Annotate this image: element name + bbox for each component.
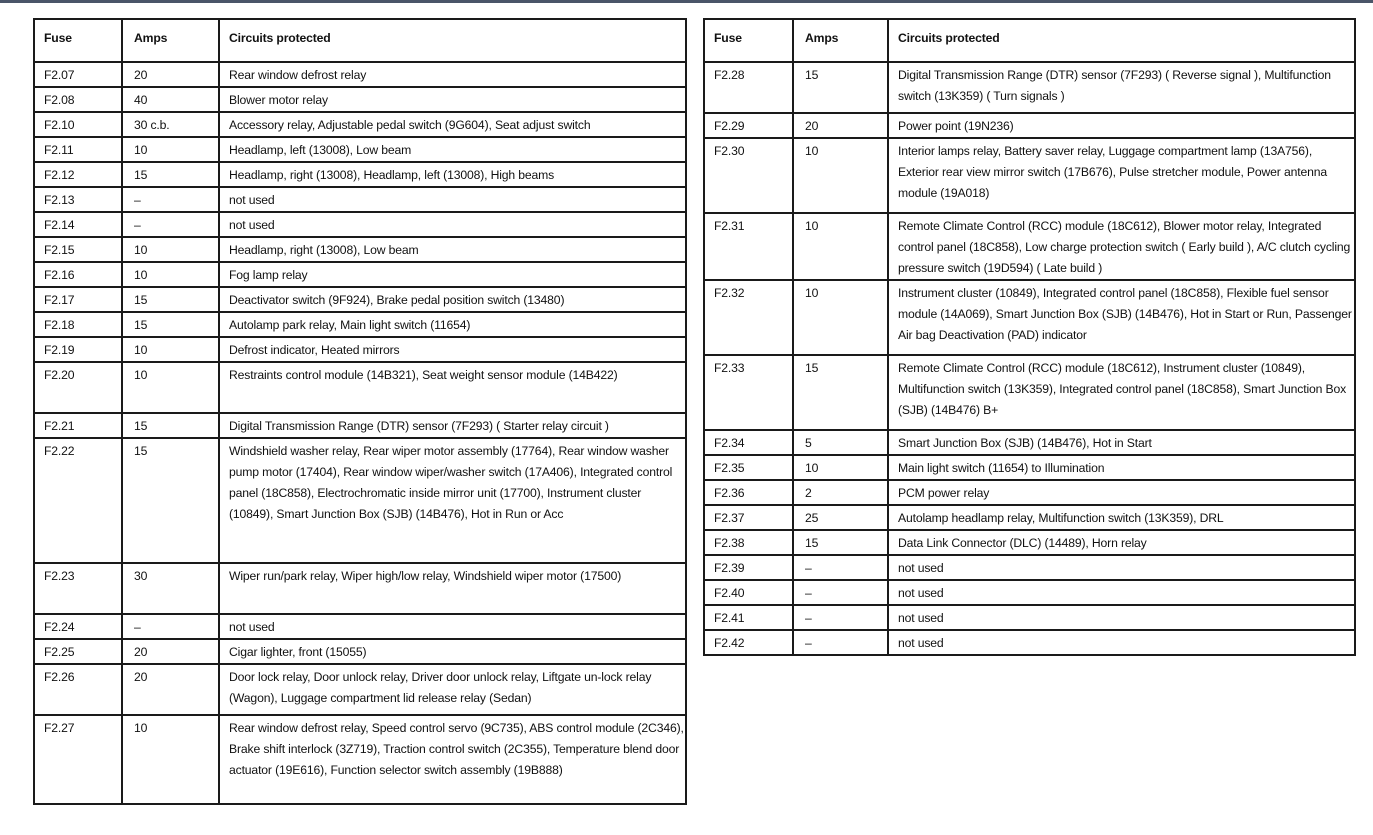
circuits-cell: Headlamp, right (13008), Headlamp, left (13008), High beams <box>219 162 686 187</box>
header-circuits: Circuits protected <box>219 19 686 62</box>
fuse-cell: F2.17 <box>34 287 122 312</box>
fuse-cell: F2.40 <box>704 580 793 605</box>
fuse-table-right <box>703 18 1356 656</box>
amps-cell: 10 <box>122 715 219 804</box>
amps-cell: 5 <box>793 430 888 455</box>
fuse-cell: F2.37 <box>704 505 793 530</box>
table-row <box>34 337 686 362</box>
circuits-cell: PCM power relay <box>888 480 1355 505</box>
amps-cell: 40 <box>122 87 219 112</box>
table-row <box>34 237 686 262</box>
fuse-cell: F2.25 <box>34 639 122 664</box>
circuits-cell: Digital Transmission Range (DTR) sensor (7F293) ( Reverse signal ), Multifunction switch (13K359) ( Turn signals ) <box>888 62 1355 113</box>
table-row <box>704 480 1355 505</box>
amps-cell: – <box>793 605 888 630</box>
table-row <box>704 430 1355 455</box>
circuits-cell: not used <box>219 614 686 639</box>
circuits-cell: not used <box>888 630 1355 655</box>
table-row <box>704 138 1355 213</box>
fuse-cell: F2.22 <box>34 438 122 563</box>
table-row <box>34 162 686 187</box>
circuits-cell: Defrost indicator, Heated mirrors <box>219 337 686 362</box>
table-row <box>704 62 1355 113</box>
header-fuse: Fuse <box>704 19 793 62</box>
circuits-cell: Blower motor relay <box>219 87 686 112</box>
amps-cell: – <box>793 580 888 605</box>
amps-cell: 10 <box>793 280 888 355</box>
table-row <box>34 362 686 413</box>
amps-cell: 15 <box>793 530 888 555</box>
fuse-cell: F2.29 <box>704 113 793 138</box>
amps-cell: 20 <box>122 639 219 664</box>
fuse-cell: F2.14 <box>34 212 122 237</box>
fuse-cell: F2.28 <box>704 62 793 113</box>
fuse-cell: F2.34 <box>704 430 793 455</box>
table-header-row <box>34 19 686 62</box>
fuse-cell: F2.27 <box>34 715 122 804</box>
circuits-cell: Main light switch (11654) to Illumination <box>888 455 1355 480</box>
fuse-cell: F2.30 <box>704 138 793 213</box>
circuits-cell: Interior lamps relay, Battery saver relay, Luggage compartment lamp (13A756), Exterior rear view mirror switch (17B676), Pulse stretcher module, Power antenna module (19A018) <box>888 138 1355 213</box>
table-row <box>704 213 1355 280</box>
table-row <box>704 355 1355 430</box>
amps-cell: 10 <box>122 262 219 287</box>
table-row <box>704 455 1355 480</box>
fuse-cell: F2.38 <box>704 530 793 555</box>
table-row <box>34 715 686 804</box>
header-amps: Amps <box>122 19 219 62</box>
circuits-cell: Restraints control module (14B321), Seat weight sensor module (14B422) <box>219 362 686 413</box>
table-row <box>34 137 686 162</box>
table-row <box>34 212 686 237</box>
amps-cell: 15 <box>122 413 219 438</box>
circuits-cell: not used <box>888 555 1355 580</box>
circuits-cell: Power point (19N236) <box>888 113 1355 138</box>
circuits-cell: Windshield washer relay, Rear wiper motor assembly (17764), Rear window washer pump motor (17404), Rear window wiper/washer switch (17A406), Integrated control panel (18C858), Electrochromatic inside mirror unit (17700), Instrument cluster (10849), Smart Junction Box (SJB) (14B476), Hot in Run or Acc <box>219 438 686 563</box>
amps-cell: 10 <box>793 455 888 480</box>
table-row <box>704 113 1355 138</box>
amps-cell: 2 <box>793 480 888 505</box>
amps-cell: 10 <box>793 213 888 280</box>
table-row <box>34 639 686 664</box>
circuits-cell: Fog lamp relay <box>219 262 686 287</box>
amps-cell: 30 c.b. <box>122 112 219 137</box>
amps-cell: 20 <box>122 62 219 87</box>
circuits-cell: Deactivator switch (9F924), Brake pedal position switch (13480) <box>219 287 686 312</box>
amps-cell: 10 <box>122 337 219 362</box>
table-row <box>34 262 686 287</box>
fuse-cell: F2.20 <box>34 362 122 413</box>
circuits-cell: Cigar lighter, front (15055) <box>219 639 686 664</box>
table-row <box>704 505 1355 530</box>
circuits-cell: Autolamp headlamp relay, Multifunction switch (13K359), DRL <box>888 505 1355 530</box>
circuits-cell: Digital Transmission Range (DTR) sensor (7F293) ( Starter relay circuit ) <box>219 413 686 438</box>
amps-cell: 20 <box>122 664 219 715</box>
fuse-table-left <box>33 18 687 805</box>
fuse-cell: F2.16 <box>34 262 122 287</box>
table-row <box>704 530 1355 555</box>
amps-cell: – <box>793 630 888 655</box>
fuse-cell: F2.18 <box>34 312 122 337</box>
fuse-cell: F2.07 <box>34 62 122 87</box>
circuits-cell: Rear window defrost relay <box>219 62 686 87</box>
table-row <box>704 605 1355 630</box>
circuits-cell: Headlamp, right (13008), Low beam <box>219 237 686 262</box>
table-row <box>704 280 1355 355</box>
fuse-cell: F2.39 <box>704 555 793 580</box>
circuits-cell: not used <box>888 580 1355 605</box>
circuits-cell: Data Link Connector (DLC) (14489), Horn relay <box>888 530 1355 555</box>
amps-cell: 15 <box>122 287 219 312</box>
fuse-cell: F2.13 <box>34 187 122 212</box>
table-row <box>704 580 1355 605</box>
circuits-cell: Door lock relay, Door unlock relay, Driver door unlock relay, Liftgate un-lock relay (Wagon), Luggage compartment lid release relay (Sedan) <box>219 664 686 715</box>
table-row <box>34 87 686 112</box>
fuse-cell: F2.12 <box>34 162 122 187</box>
table-row <box>704 555 1355 580</box>
amps-cell: 10 <box>122 362 219 413</box>
amps-cell: 10 <box>122 137 219 162</box>
table-row <box>34 62 686 87</box>
circuits-cell: not used <box>888 605 1355 630</box>
amps-cell: 15 <box>122 438 219 563</box>
table-row <box>34 112 686 137</box>
amps-cell: 20 <box>793 113 888 138</box>
circuits-cell: Rear window defrost relay, Speed control servo (9C735), ABS control module (2C346), Brake shift interlock (3Z719), Traction control switch (2C355), Temperature blend door actuator (19E616), Function selector switch assembly (19B888) <box>219 715 686 804</box>
circuits-cell: Accessory relay, Adjustable pedal switch (9G604), Seat adjust switch <box>219 112 686 137</box>
table-header-row <box>704 19 1355 62</box>
circuits-cell: not used <box>219 187 686 212</box>
fuse-cell: F2.31 <box>704 213 793 280</box>
fuse-cell: F2.33 <box>704 355 793 430</box>
circuits-cell: Remote Climate Control (RCC) module (18C612), Blower motor relay, Integrated control panel (18C858), Low charge protection switch ( Early build ), A/C clutch cycling pressure switch (19D594) ( Late build ) <box>888 213 1355 280</box>
header-amps: Amps <box>793 19 888 62</box>
table-row <box>704 630 1355 655</box>
amps-cell: – <box>122 614 219 639</box>
table-row <box>34 413 686 438</box>
amps-cell: – <box>122 212 219 237</box>
fuse-cell: F2.24 <box>34 614 122 639</box>
header-fuse: Fuse <box>34 19 122 62</box>
table-row <box>34 664 686 715</box>
fuse-cell: F2.41 <box>704 605 793 630</box>
table-row <box>34 438 686 563</box>
amps-cell: 15 <box>122 162 219 187</box>
amps-cell: 15 <box>793 62 888 113</box>
amps-cell: – <box>793 555 888 580</box>
top-border-bar <box>0 0 1373 3</box>
amps-cell: 10 <box>793 138 888 213</box>
fuse-cell: F2.32 <box>704 280 793 355</box>
fuse-cell: F2.15 <box>34 237 122 262</box>
fuse-cell: F2.36 <box>704 480 793 505</box>
circuits-cell: Instrument cluster (10849), Integrated control panel (18C858), Flexible fuel sensor module (14A069), Smart Junction Box (SJB) (14B476), Hot in Start or Run, Passenger Air bag Deactivation (PAD) indicator <box>888 280 1355 355</box>
amps-cell: 25 <box>793 505 888 530</box>
fuse-cell: F2.23 <box>34 563 122 614</box>
table-row <box>34 614 686 639</box>
amps-cell: 30 <box>122 563 219 614</box>
circuits-cell: Headlamp, left (13008), Low beam <box>219 137 686 162</box>
table-row <box>34 312 686 337</box>
fuse-cell: F2.19 <box>34 337 122 362</box>
circuits-cell: Autolamp park relay, Main light switch (11654) <box>219 312 686 337</box>
amps-cell: – <box>122 187 219 212</box>
circuits-cell: Wiper run/park relay, Wiper high/low relay, Windshield wiper motor (17500) <box>219 563 686 614</box>
fuse-cell: F2.10 <box>34 112 122 137</box>
fuse-cell: F2.11 <box>34 137 122 162</box>
circuits-cell: not used <box>219 212 686 237</box>
fuse-cell: F2.21 <box>34 413 122 438</box>
circuits-cell: Remote Climate Control (RCC) module (18C612), Instrument cluster (10849), Multifunction switch (13K359), Integrated control panel (18C858), Smart Junction Box (SJB) (14B476) B+ <box>888 355 1355 430</box>
table-row <box>34 187 686 212</box>
fuse-cell: F2.35 <box>704 455 793 480</box>
amps-cell: 10 <box>122 237 219 262</box>
circuits-cell: Smart Junction Box (SJB) (14B476), Hot in Start <box>888 430 1355 455</box>
fuse-cell: F2.08 <box>34 87 122 112</box>
header-circuits: Circuits protected <box>888 19 1355 62</box>
fuse-cell: F2.42 <box>704 630 793 655</box>
amps-cell: 15 <box>793 355 888 430</box>
table-row <box>34 287 686 312</box>
table-row <box>34 563 686 614</box>
fuse-cell: F2.26 <box>34 664 122 715</box>
amps-cell: 15 <box>122 312 219 337</box>
